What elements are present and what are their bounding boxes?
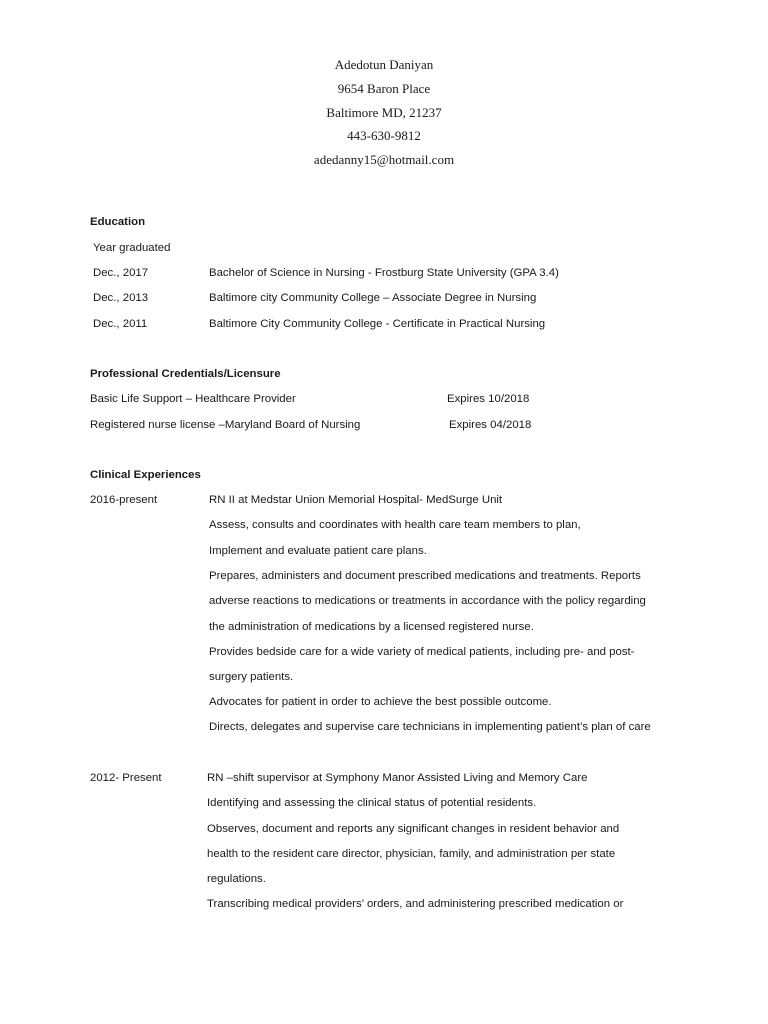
job-duty-line: Implement and evaluate patient care plans. bbox=[209, 545, 427, 557]
job-title: RN II at Medstar Union Memorial Hospital- MedSurge Unit bbox=[209, 494, 503, 506]
job-period: 2012- Present bbox=[90, 772, 162, 784]
job-duty-line: Identifying and assessing the clinical status of potential residents. bbox=[207, 797, 537, 809]
credential-name: Basic Life Support – Healthcare Provider bbox=[90, 393, 296, 405]
job-duty-line: Transcribing medical providers’ orders, and administering prescribed medication or bbox=[207, 898, 624, 910]
job-duty-line: regulations. bbox=[207, 873, 266, 885]
street-address: 9654 Baron Place bbox=[337, 80, 431, 96]
education-detail: Bachelor of Science in Nursing - Frostburg State University (GPA 3.4) bbox=[209, 267, 559, 279]
job-duty-line: the administration of medications by a licensed registered nurse. bbox=[209, 621, 534, 633]
job-duty-line: Provides bedside care for a wide variety of medical patients, including pre- and post- bbox=[209, 646, 635, 658]
job-duty-line: Observes, document and reports any significant changes in resident behavior and bbox=[207, 823, 620, 835]
education-detail: Baltimore city Community College – Associate Degree in Nursing bbox=[209, 292, 537, 304]
job-duty-line: Assess, consults and coordinates with health care team members to plan, bbox=[209, 519, 581, 531]
phone-number: 443-630-9812 bbox=[347, 128, 421, 144]
job-duty-line: Directs, delegates and supervise care technicians in implementing patient’s plan of care bbox=[209, 721, 651, 733]
year-graduated-label: Year graduated bbox=[93, 242, 171, 254]
education-heading: Education bbox=[90, 216, 146, 228]
applicant-name: Adedotun Daniyan bbox=[334, 57, 434, 72]
contact-header bbox=[0, 53, 768, 172]
credential-expiry: Expires 10/2018 bbox=[447, 393, 530, 405]
job-period: 2016-present bbox=[90, 494, 158, 506]
education-date: Dec., 2013 bbox=[93, 292, 149, 304]
city-state-zip: Baltimore MD, 21237 bbox=[326, 104, 442, 120]
job-title: RN –shift supervisor at Symphony Manor Assisted Living and Memory Care bbox=[207, 772, 588, 784]
job-duty-line: Prepares, administers and document prescribed medications and treatments. Reports bbox=[209, 570, 641, 582]
email-address: adedanny15@hotmail.com bbox=[313, 152, 455, 168]
job-duty-line: health to the resident care director, physician, family, and administration per state bbox=[207, 848, 616, 860]
credential-name: Registered nurse license –Maryland Board of Nursing bbox=[90, 419, 361, 431]
education-date: Dec., 2017 bbox=[93, 267, 149, 279]
credentials-heading: Professional Credentials/Licensure bbox=[90, 368, 281, 380]
job-duty-line: adverse reactions to medications or treatments in accordance with the policy regarding bbox=[209, 595, 646, 607]
education-date: Dec., 2011 bbox=[93, 318, 148, 330]
education-detail: Baltimore City Community College - Certificate in Practical Nursing bbox=[209, 318, 546, 330]
credential-expiry: Expires 04/2018 bbox=[449, 419, 532, 431]
experience-heading: Clinical Experiences bbox=[90, 469, 201, 481]
job-duty-line: Advocates for patient in order to achieve the best possible outcome. bbox=[209, 696, 552, 708]
job-duty-line: surgery patients. bbox=[209, 671, 294, 683]
